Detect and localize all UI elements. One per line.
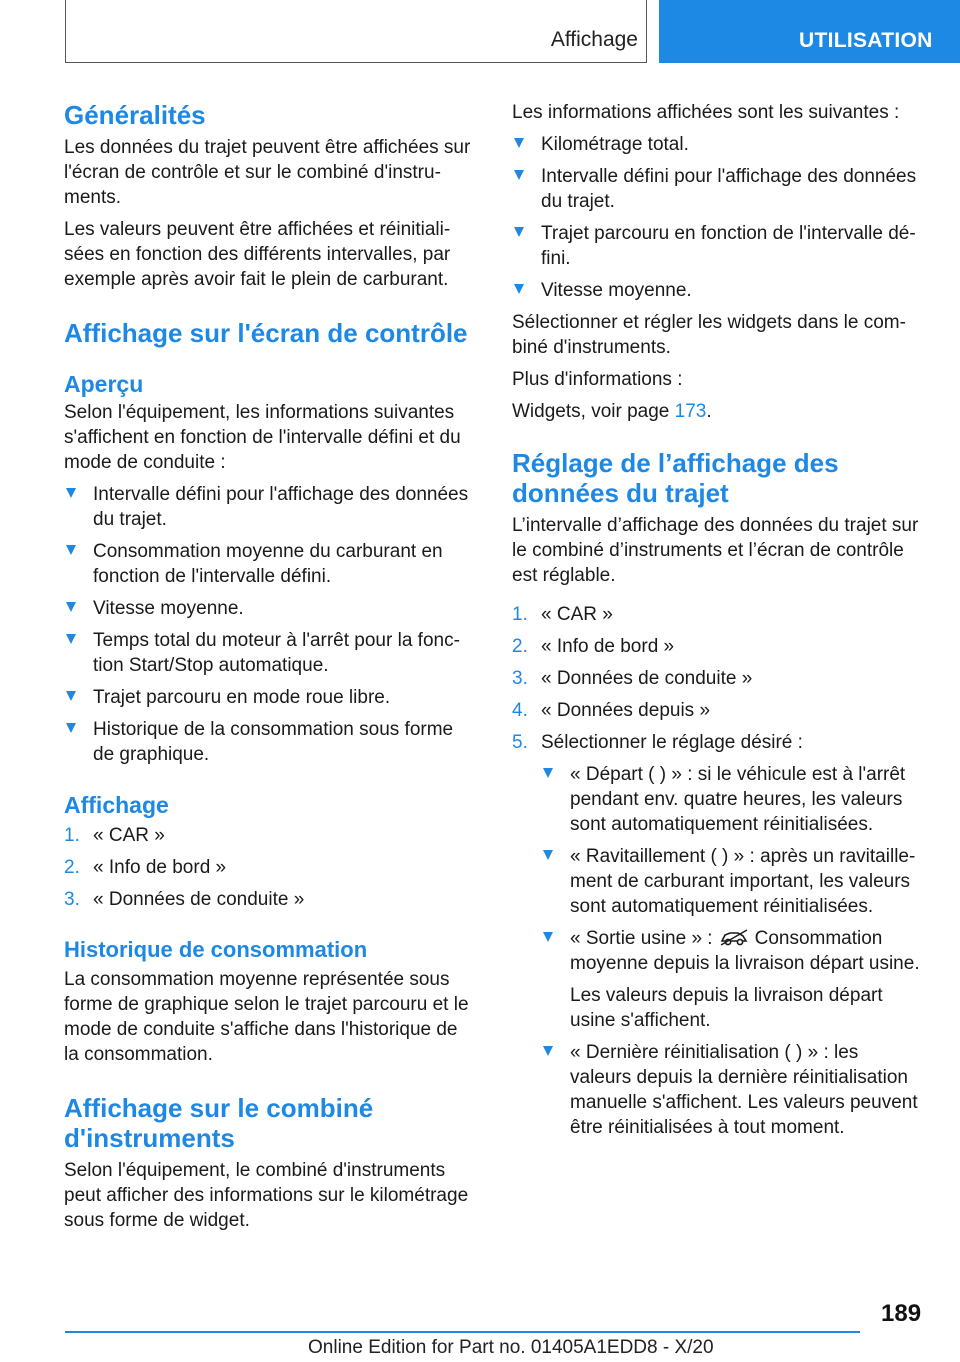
left-column — [64, 100, 476, 1233]
paragraph: Selon l'équipement, le combiné d'instruments peut afficher des informations sur le kilométrage sous forme de widget. — [64, 1160, 469, 1231]
list-item: « Ravitaillement ( ) » : après un ravitaillement de carburant important, les valeurs sont automatiquement réinitialisées. — [541, 844, 924, 919]
list-item-note: Les valeurs depuis la livraison départ usine s'affichent. — [570, 985, 883, 1031]
list-item: 3. « Données de conduite » — [64, 889, 305, 910]
triangle-bullet-icon — [66, 602, 76, 612]
paragraph: Les valeurs peuvent être affichées et réinitialisées en fonction des différents intervalles, par exemple après avoir fait le plein de carburant. — [64, 219, 451, 290]
page-link[interactable]: 173 — [674, 401, 707, 422]
list-item: Historique de la consommation sous forme de graphique. — [64, 717, 476, 767]
paragraph: Sélectionner et régler les widgets dans le combiné d'instruments. — [512, 312, 906, 358]
heading-reglage: Réglage de l’affichage des données du trajet — [512, 448, 839, 508]
footer-divider — [65, 1331, 860, 1333]
heading-ecran-controle: Affichage sur l'écran de contrôle — [64, 318, 468, 348]
list-item: 2. « Info de bord » — [64, 857, 227, 878]
numbered-list — [64, 823, 476, 912]
heading-generalites: Généralités — [64, 100, 206, 130]
header-chapter-tab: UTILISATION — [659, 0, 960, 63]
list-item: 2. « Info de bord » — [512, 636, 675, 657]
paragraph: Plus d'informations : — [512, 369, 683, 390]
list-item: « Départ ( ) » : si le véhicule est à l'arrêt pendant env. quatre heures, les valeurs sont automatiquement réinitialisées. — [541, 762, 924, 837]
bullet-list — [64, 482, 476, 767]
heading-combine: Affichage sur le combiné d'instruments — [64, 1093, 374, 1153]
list-item: « Dernière réinitialisation ( ) » : les valeurs depuis la dernière réinitialisation manuelle s'affichent. Les valeurs peuvent être réinitialisées à tout moment. — [541, 1040, 924, 1140]
triangle-bullet-icon — [66, 634, 76, 644]
triangle-bullet-icon — [66, 723, 76, 733]
paragraph: Les informations affichées sont les suivantes : — [512, 102, 900, 123]
triangle-bullet-icon — [514, 138, 524, 148]
list-item: Temps total du moteur à l'arrêt pour la fonction Start/Stop automatique. — [64, 628, 476, 678]
paragraph: La consommation moyenne représentée sous forme de graphique selon le trajet parcouru et le mode de conduite s'affiche dans l'historique de la consommation. — [64, 969, 469, 1065]
list-item: Intervalle défini pour l'affichage des données du trajet. — [512, 164, 924, 214]
list-item: 3. « Données de conduite » — [512, 668, 753, 689]
paragraph-widgets-ref: Widgets, voir page 173. — [512, 401, 712, 422]
car-icon — [719, 929, 749, 947]
header-section-title: Affichage — [550, 28, 638, 51]
list-item: Vitesse moyenne. — [64, 596, 476, 621]
footer-edition: Online Edition for Part no. 01405A1EDD8 - X/20 — [308, 1337, 714, 1358]
list-item: Vitesse moyenne. — [512, 278, 924, 303]
paragraph: Les données du trajet peuvent être affichées sur l'écran de contrôle et sur le combiné d'instruments. — [64, 137, 471, 208]
triangle-bullet-icon — [514, 284, 524, 294]
list-item: 5. Sélectionner le réglage désiré : — [512, 732, 803, 753]
list-item: 1. « CAR » — [512, 604, 613, 625]
triangle-bullet-icon — [543, 768, 553, 778]
paragraph: Selon l'équipement, les informations suivantes s'affichent en fonction de l'intervalle défini et du mode de conduite : — [64, 402, 461, 473]
triangle-bullet-icon — [66, 691, 76, 701]
triangle-bullet-icon — [514, 170, 524, 180]
list-item: « Sortie usine » : Consommation moyenne depuis la livraison départ usine. Les valeurs depuis la livraison départ usine s'affichent. — [541, 926, 924, 1033]
bullet-list — [512, 132, 924, 303]
paragraph: L’intervalle d’affichage des données du trajet sur le combiné d’instruments et l’écran de contrôle est réglable. — [512, 515, 919, 586]
triangle-bullet-icon — [543, 850, 553, 860]
triangle-bullet-icon — [543, 932, 553, 942]
list-item: Kilométrage total. — [512, 132, 924, 157]
list-item: 1. « CAR » — [64, 825, 165, 846]
list-item: Intervalle défini pour l'affichage des données du trajet. — [64, 482, 476, 532]
list-item: Consommation moyenne du carburant en fonction de l'intervalle défini. — [64, 539, 476, 589]
triangle-bullet-icon — [514, 227, 524, 237]
list-item: 4. « Données depuis » — [512, 700, 711, 721]
list-item: Trajet parcouru en mode roue libre. — [64, 685, 476, 710]
numbered-list — [512, 602, 924, 755]
sub-bullet-list — [541, 762, 924, 1140]
triangle-bullet-icon — [66, 488, 76, 498]
heading-affichage: Affichage — [64, 792, 169, 818]
heading-historique: Historique de consommation — [64, 937, 368, 962]
right-column — [512, 100, 924, 1140]
heading-apercu: Aperçu — [64, 371, 144, 397]
triangle-bullet-icon — [543, 1046, 553, 1056]
triangle-bullet-icon — [66, 545, 76, 555]
page-number: 189 — [881, 1300, 922, 1327]
list-item: Trajet parcouru en fonction de l'intervalle défini. — [512, 221, 924, 271]
